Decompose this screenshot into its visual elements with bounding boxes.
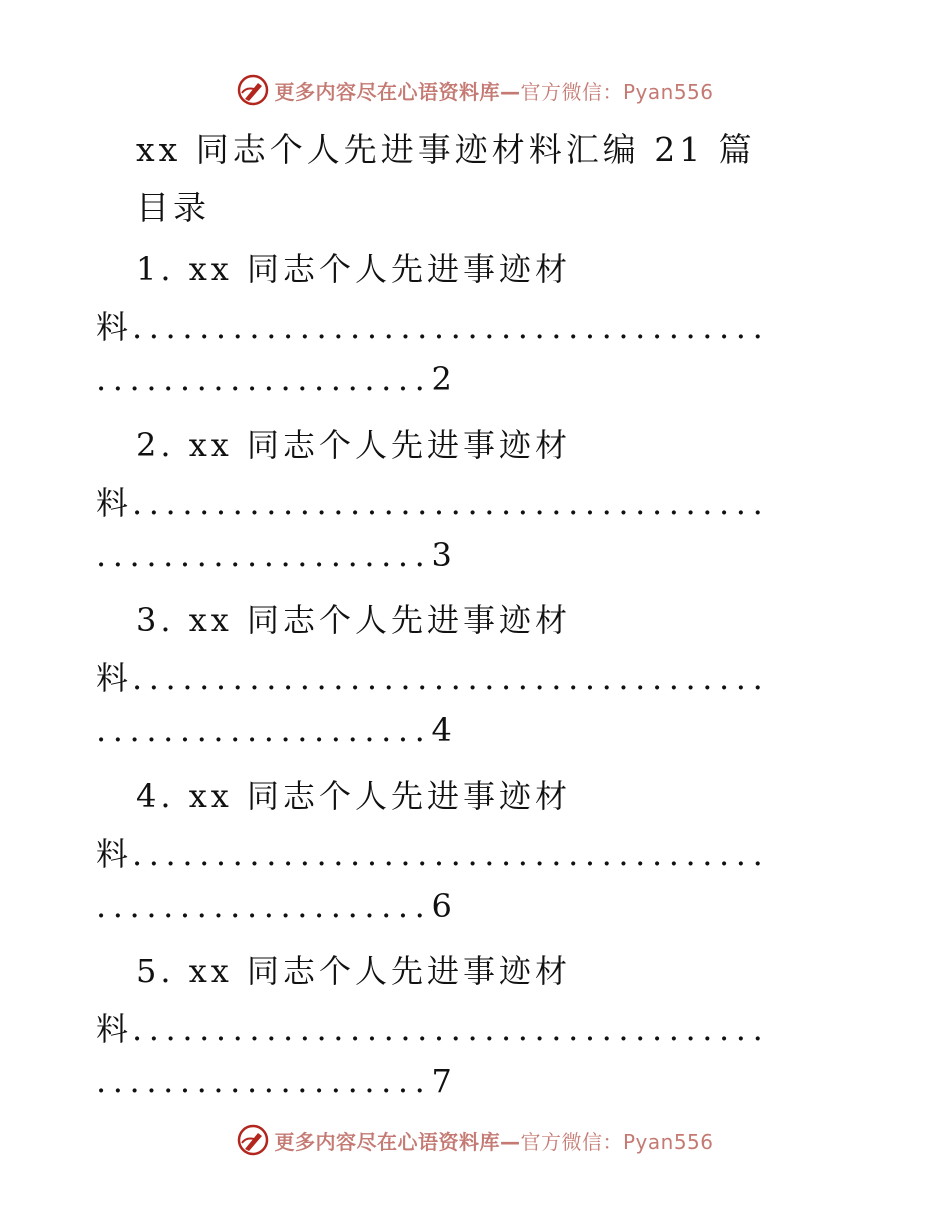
banner-wechat-label: 官方微信： [520,1129,623,1154]
toc-entry-title-text: xx 同志个人先进事迹材 [188,601,571,639]
toc-entry-leader-line [96,302,842,348]
toc-entry-title-end: 料 [96,659,133,697]
banner-text [274,1126,713,1155]
toc-entry-page-number: 4 [431,711,456,749]
toc-entry-title-text: xx 同志个人先进事迹材 [188,250,571,288]
toc-entry-number: 3. [136,601,175,639]
toc-entry-title-text: xx 同志个人先进事迹材 [188,952,571,990]
toc-leader-dots: ...................................... [132,834,770,873]
toc-entry-leader-line [96,478,842,524]
toc-entry-title-text: xx 同志个人先进事迹材 [188,425,571,464]
toc-leader-dots: ...................................... [132,483,770,522]
toc-entry-leader-line [96,1004,842,1050]
toc-entry-page-line [96,711,456,749]
toc-entry-page-number: 7 [431,1062,456,1100]
toc-entry-title-end: 料 [96,308,133,346]
toc-leader-dots: ...................................... [132,659,770,697]
toc-leader-dots: .................... [96,1062,432,1100]
toc-leader-dots: .................... [96,711,432,749]
pen-logo-icon [236,1123,270,1157]
banner-site-text: 更多内容尽在心语资料库— [274,79,521,104]
toc-entry-number: 1. [136,250,175,288]
toc-leader-dots: .................... [96,535,432,574]
toc-leader-dots: ...................................... [132,308,770,346]
toc-entry-number: 4. [136,776,175,815]
toc-entry-page-number: 6 [431,886,456,925]
toc-entry-title[interactable] [136,595,571,641]
toc-entry-title[interactable] [136,420,571,466]
toc-entry-leader-line [96,829,842,875]
toc-entry-page-line [96,887,456,925]
toc-entry-page-line [96,1062,456,1100]
toc-entry-title-end: 料 [96,483,133,522]
toc-entry-leader-line [96,653,842,699]
banner-wechat-id: Pyan556 [622,79,714,104]
toc-heading: 目录 [136,188,210,227]
banner-site-text: 更多内容尽在心语资料库— [274,1129,521,1154]
banner-wechat-label: 官方微信： [520,79,623,104]
toc-entry-title[interactable] [136,244,571,290]
banner-text [274,76,713,105]
toc-leader-dots: .................... [96,886,432,925]
toc-leader-dots: .................... [96,360,432,398]
toc-entry-title[interactable] [136,946,571,992]
document-title: xx 同志个人先进事迹材料汇编 21 篇 [136,130,756,169]
toc-entry-title-text: xx 同志个人先进事迹材 [188,776,571,815]
toc-entry-title-end: 料 [96,834,133,873]
toc-entry-page-line [96,536,456,574]
toc-entry-number: 2. [136,425,175,464]
toc-leader-dots: ...................................... [132,1010,770,1048]
header-banner [0,70,950,110]
toc-entry-page-line [96,360,456,398]
toc-entry-page-number: 2 [431,360,456,398]
toc-entry-title-end: 料 [96,1010,133,1048]
banner-wechat-id: Pyan556 [622,1129,714,1154]
toc-entry-number: 5. [136,952,175,990]
pen-logo-icon [236,73,270,107]
footer-banner [0,1120,950,1160]
toc-entry-title[interactable] [136,771,571,817]
toc-entry-page-number: 3 [431,535,456,574]
